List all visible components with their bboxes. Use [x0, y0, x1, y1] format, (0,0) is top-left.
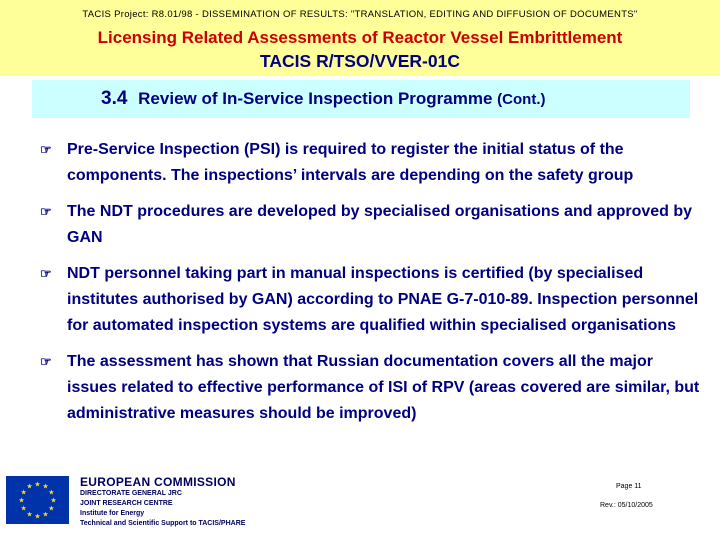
star-icon: ★ — [48, 489, 55, 497]
bullet-text: The NDT procedures are developed by specialised organisations and approved by GAN — [67, 203, 693, 246]
star-icon: ★ — [20, 505, 27, 513]
header-banner — [0, 0, 720, 76]
star-icon: ★ — [34, 481, 41, 489]
organisation-line: DIRECTORATE GENERAL JRC — [80, 490, 182, 497]
star-icon: ★ — [18, 497, 25, 505]
star-icon: ★ — [26, 483, 33, 491]
document-code: TACIS R/TSO/VVER-01C — [260, 51, 460, 71]
pointing-hand-icon: ☞ — [40, 354, 52, 369]
organisation-name: EUROPEAN COMMISSION — [80, 475, 236, 489]
document-title: Licensing Related Assessments of Reactor Vessel Embrittlement — [97, 28, 623, 47]
section-heading — [32, 80, 690, 118]
bullet-text: NDT personnel taking part in manual inspections is certified (by specialised institutes authorised by GAN) according to PNAE G-7-010-89. Inspection personnel for automated inspection systems are qualified within specialised organisations — [67, 265, 699, 334]
pointing-hand-icon: ☞ — [40, 204, 52, 219]
organisation-block — [80, 475, 245, 529]
section-title: Review of In-Service Inspection Programme — [138, 89, 493, 108]
star-icon: ★ — [34, 513, 41, 521]
bullet-item — [40, 349, 700, 427]
bullet-text: The assessment has shown that Russian documentation covers all the major issues related to effective performance of ISI of RPV (areas covered are similar, but administrative measures should be improved) — [67, 353, 700, 422]
star-icon: ★ — [50, 497, 57, 505]
star-icon: ★ — [48, 505, 55, 513]
bullet-text: Pre-Service Inspection (PSI) is required to register the initial status of the components. The inspections’ intervals are depending on the safety group — [67, 141, 634, 184]
bullet-item — [40, 261, 700, 339]
page-number: Page 11 — [616, 483, 642, 490]
organisation-line: Technical and Scientific Support to TACIS/PHARE — [80, 520, 246, 527]
eu-flag-logo — [6, 476, 69, 524]
bullet-item — [40, 137, 700, 189]
organisation-line: JOINT RESEARCH CENTRE — [80, 500, 173, 507]
project-line: TACIS Project: R8.01/98 - DISSEMINATION OF RESULTS: "TRANSLATION, EDITING AND DIFFUSION OF DOCUMENTS" — [82, 9, 638, 20]
organisation-line: Institute for Energy — [80, 510, 145, 517]
pointing-hand-icon: ☞ — [40, 142, 52, 157]
section-suffix: (Cont.) — [497, 91, 546, 108]
star-icon: ★ — [20, 489, 27, 497]
section-number: 3.4 — [101, 88, 128, 109]
star-icon: ★ — [42, 511, 49, 519]
bullet-list — [40, 137, 700, 437]
bullet-item — [40, 199, 700, 251]
star-icon: ★ — [26, 511, 33, 519]
revision-date: Rev.: 05/10/2005 — [600, 502, 653, 509]
pointing-hand-icon: ☞ — [40, 266, 52, 281]
star-icon: ★ — [42, 483, 49, 491]
